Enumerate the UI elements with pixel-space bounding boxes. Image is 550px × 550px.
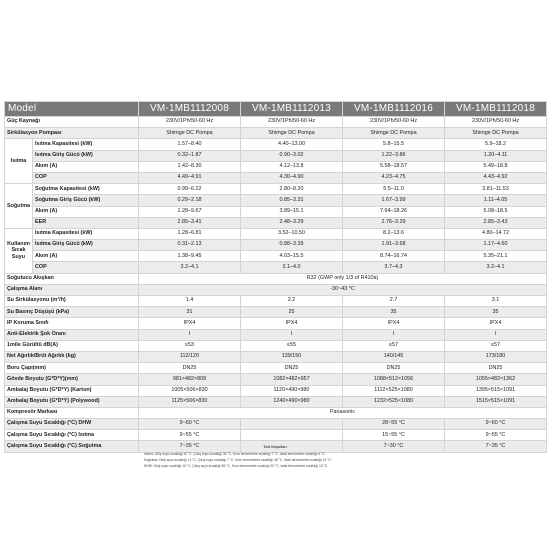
row-value: DN25: [445, 363, 547, 374]
row-value: 2.7: [343, 296, 445, 307]
spec-row: [5, 351, 547, 362]
row-label: Gövde Boyutu (G*D*Y)(mm): [5, 374, 139, 385]
row-label: Sirkülasyon Pompası: [5, 128, 139, 139]
row-value: DN25: [343, 363, 445, 374]
row-value: 1.91–3.68: [343, 240, 445, 251]
row-value: 4.30–4.90: [241, 172, 343, 183]
spec-row: [5, 385, 547, 396]
spec-sheet: [4, 101, 546, 453]
row-value: 173/180: [445, 351, 547, 362]
note-line: DHW: Giriş suyu sıcaklığı 15 °C, Çıkış suyu sıcaklığı 55 °C, Kuru termometre sıcaklığı 20 °C, Islak termometre sıcaklığı 15 °C.: [144, 464, 329, 469]
row-value: 1.38–9.45: [139, 251, 241, 262]
row-value: 4.49–4.91: [139, 172, 241, 183]
row-value: 1.11–4.05: [445, 195, 547, 206]
row-label: Anti-Elektrik Şok Oranı: [5, 329, 139, 340]
row-value: 1.28–6.81: [139, 228, 241, 239]
row-value: 1515×515×1091: [445, 396, 547, 407]
model-header: Model: [5, 102, 139, 117]
row-value: 7~35 °C: [139, 441, 241, 452]
spec-row: [5, 150, 547, 161]
row-value: 35: [343, 307, 445, 318]
spec-row: [5, 407, 547, 418]
row-value: 7~35 °C: [445, 441, 547, 452]
row-value: 28~55 °C: [343, 419, 445, 430]
notes-title: Test Koşulları: [263, 445, 287, 449]
spec-row: [5, 240, 547, 251]
row-value: 1055×482×1362: [445, 374, 547, 385]
section-label: Isıtma: [5, 139, 33, 184]
row-value: I: [241, 329, 343, 340]
row-value: 1125×506×830: [139, 396, 241, 407]
row-label: Soğutma Giriş Gücü (kW): [33, 195, 139, 206]
row-label: Boru Çapı(mm): [5, 363, 139, 374]
row-label: COP: [33, 262, 139, 273]
row-value: 1112×525×1080: [343, 385, 445, 396]
row-label: Su Sirkülasyonu (m³/h): [5, 296, 139, 307]
row-value: 1.4: [139, 296, 241, 307]
row-value: 1.28–9.67: [139, 206, 241, 217]
row-value: 0.31–2.13: [139, 240, 241, 251]
row-value: 112/120: [139, 351, 241, 362]
row-value: 5.58–18.57: [343, 161, 445, 172]
row-value: 4.12–13.8: [241, 161, 343, 172]
row-value: [241, 430, 343, 441]
spec-row: [5, 363, 547, 374]
row-label: Isıtma Kapasitesi (kW): [33, 228, 139, 239]
spec-row: [5, 396, 547, 407]
row-value: Panasonic: [139, 407, 547, 418]
row-value: 2.85–3.41: [139, 217, 241, 228]
row-value: 2.76–3.29: [343, 217, 445, 228]
row-label: Çalışma Suyu Sıcaklığı (°C) DHW: [5, 419, 139, 430]
spec-row: [5, 284, 547, 295]
row-value: ≤55: [241, 340, 343, 351]
row-value: 230V/1Ph/50-60 Hz: [445, 117, 547, 128]
spec-rows: [5, 117, 547, 453]
row-value: 4.80–14.72: [445, 228, 547, 239]
section-label: Kullanım Sıcak Suyu: [5, 228, 33, 273]
row-value: 5.35–21.1: [445, 251, 547, 262]
row-label: Soğutma Kapasitesi (kW): [33, 184, 139, 195]
spec-row: [5, 128, 547, 139]
row-value: 0.29–2.18: [139, 195, 241, 206]
row-value: 5.49–18.8: [445, 161, 547, 172]
row-value: IPX4: [139, 318, 241, 329]
spec-row: [5, 262, 547, 273]
row-value: R32 (GWP only 1/3 of R410a): [139, 273, 547, 284]
spec-row: [5, 340, 547, 351]
row-value: 139/150: [241, 351, 343, 362]
row-value: 230V/1Ph/50-60 Hz: [139, 117, 241, 128]
row-label: COP: [33, 172, 139, 183]
row-value: 9~55 °C: [139, 430, 241, 441]
row-value: 3.2–4.1: [139, 262, 241, 273]
row-label: Isıtma Giriş Gücü (kW): [33, 150, 139, 161]
row-value: 3.1: [445, 296, 547, 307]
spec-row: [5, 273, 547, 284]
row-value: 0.85–3.31: [241, 195, 343, 206]
row-value: Shimge DC Pompa: [445, 128, 547, 139]
note-line: Isıtma: Giriş suyu sıcaklığı 30 °C, Çıkış suyu sıcaklığı 35 °C, Kuru termometre sıcaklığı 7 °C, Islak termometre sıcaklığı 6 °C.: [144, 451, 326, 456]
row-label: Çalışma Suyu Sıcaklığı (°C) Isıtma: [5, 430, 139, 441]
spec-row: [5, 139, 547, 150]
row-label: Akım (A): [33, 206, 139, 217]
row-value: Shimge DC Pompa: [241, 128, 343, 139]
row-value: 1088×512×1056: [343, 374, 445, 385]
row-value: DN25: [241, 363, 343, 374]
row-value: Shimge DC Pompa: [343, 128, 445, 139]
spec-row: [5, 117, 547, 128]
model-name: VM-1MB1112018: [445, 102, 547, 117]
row-label: Net Ağırlık/Brüt Ağırlık (kg): [5, 351, 139, 362]
row-value: 1232×525×1080: [343, 396, 445, 407]
row-value: 15~55 °C: [343, 430, 445, 441]
spec-row: [5, 228, 547, 239]
row-label: Akım (A): [33, 251, 139, 262]
row-value: I: [445, 329, 547, 340]
row-value: IPX4: [343, 318, 445, 329]
spec-row: [5, 184, 547, 195]
row-value: 9~60 °C: [445, 419, 547, 430]
row-value: 3.52–10.50: [241, 228, 343, 239]
row-value: 1395×515×1091: [445, 385, 547, 396]
row-value: ≤57: [445, 340, 547, 351]
row-value: 981×482×809: [139, 374, 241, 385]
row-value: 2.80–8.20: [241, 184, 343, 195]
spec-row: [5, 206, 547, 217]
spec-table: [4, 101, 547, 453]
row-value: 2.48–3.29: [241, 217, 343, 228]
row-value: [241, 419, 343, 430]
row-value: IPX4: [445, 318, 547, 329]
spec-row: [5, 307, 547, 318]
row-value: ≤53: [139, 340, 241, 351]
spec-row: [5, 374, 547, 385]
row-value: 1.42–8.30: [139, 161, 241, 172]
row-value: 3.7–4.3: [343, 262, 445, 273]
row-value: 1240×490×980: [241, 396, 343, 407]
spec-row: [5, 419, 547, 430]
row-value: -30~43 °C: [139, 284, 547, 295]
spec-row: [5, 172, 547, 183]
row-value: ≤57: [343, 340, 445, 351]
spec-row: [5, 329, 547, 340]
row-value: 5.8–15.5: [343, 139, 445, 150]
header-row: [5, 102, 547, 117]
row-value: 3.89–15.1: [241, 206, 343, 217]
row-value: 5.5–11.0: [343, 184, 445, 195]
row-value: 3.1–4.0: [241, 262, 343, 273]
row-value: 35: [445, 307, 547, 318]
row-label: Çalışma Alanı: [5, 284, 139, 295]
row-value: 25: [241, 307, 343, 318]
row-value: 2.2: [241, 296, 343, 307]
row-value: 0.99–6.22: [139, 184, 241, 195]
row-value: 1.67–3.99: [343, 195, 445, 206]
row-value: 1082×482×957: [241, 374, 343, 385]
row-value: 1005×506×830: [139, 385, 241, 396]
row-value: Shimge DC Pompa: [139, 128, 241, 139]
row-value: 7~30 °C: [343, 441, 445, 452]
row-value: I: [343, 329, 445, 340]
row-label: Kompresör Markası: [5, 407, 139, 418]
test-conditions: [4, 444, 546, 470]
row-label: EER: [33, 217, 139, 228]
row-value: DN25: [139, 363, 241, 374]
row-value: 1.20–4.11: [445, 150, 547, 161]
row-value: 5.08–18.5: [445, 206, 547, 217]
row-value: 0.88–3.39: [241, 240, 343, 251]
row-value: 1.57–8.40: [139, 139, 241, 150]
model-name: VM-1MB1112008: [139, 102, 241, 117]
row-value: 230V/1Ph/50-60 Hz: [241, 117, 343, 128]
row-value: 4.40–13.00: [241, 139, 343, 150]
spec-row: [5, 296, 547, 307]
spec-row: [5, 251, 547, 262]
row-label: Ambalaj Boyutu (G*D*Y) (Karton): [5, 385, 139, 396]
row-value: 1.17–4.60: [445, 240, 547, 251]
row-value: 5.9–18.2: [445, 139, 547, 150]
section-label: Soğutma: [5, 184, 33, 229]
row-label: Isıtma Kapasitesi (kW): [33, 139, 139, 150]
row-value: 9~55 °C: [445, 430, 547, 441]
row-value: 2.85–3.43: [445, 217, 547, 228]
row-label: Akım (A): [33, 161, 139, 172]
row-label: Güç Kaynağı: [5, 117, 139, 128]
spec-row: [5, 318, 547, 329]
row-value: 3.81–11.53: [445, 184, 547, 195]
row-label: Ambalaj Boyutu (G*D*Y) (Polywood): [5, 396, 139, 407]
spec-row: [5, 161, 547, 172]
row-value: 230V/1Ph/50-60 Hz: [343, 117, 445, 128]
row-value: 4.23–4.75: [343, 172, 445, 183]
row-value: 31: [139, 307, 241, 318]
row-label: 1mile Gürültü dB(A): [5, 340, 139, 351]
row-value: 8.2–13.6: [343, 228, 445, 239]
row-label: Isıtma Giriş Gücü (kW): [33, 240, 139, 251]
row-label: IP Koruma Sınıfı: [5, 318, 139, 329]
row-value: 9~60 °C: [139, 419, 241, 430]
row-value: 4.43–4.92: [445, 172, 547, 183]
spec-row: [5, 430, 547, 441]
spec-row: [5, 195, 547, 206]
row-value: 8.74–16.74: [343, 251, 445, 262]
spec-row: [5, 217, 547, 228]
row-value: 1120×490×980: [241, 385, 343, 396]
row-label: Çalışma Suyu Sıcaklığı (°C) Soğutma: [5, 441, 139, 452]
row-value: 4.03–15.5: [241, 251, 343, 262]
row-value: 3.2–4.1: [445, 262, 547, 273]
row-value: I: [139, 329, 241, 340]
row-value: IPX4: [241, 318, 343, 329]
row-value: 1.22–3.86: [343, 150, 445, 161]
row-value: 7.64–18.26: [343, 206, 445, 217]
note-line: Soğutma: Giriş suyu sıcaklığı 12 °C, Çıkış suyu sıcaklığı 7 °C, Kuru termometre sıcaklığı 35 °C, Islak termometre sıcaklığı 24 °C.: [144, 458, 332, 463]
row-label: Soğutucu Akışkan: [5, 273, 139, 284]
row-value: 0.32–1.87: [139, 150, 241, 161]
row-value: 140/145: [343, 351, 445, 362]
model-name: VM-1MB1112016: [343, 102, 445, 117]
model-name: VM-1MB1112013: [241, 102, 343, 117]
row-value: 0.90–3.02: [241, 150, 343, 161]
row-label: Su Basınç Düşüşü (kPa): [5, 307, 139, 318]
